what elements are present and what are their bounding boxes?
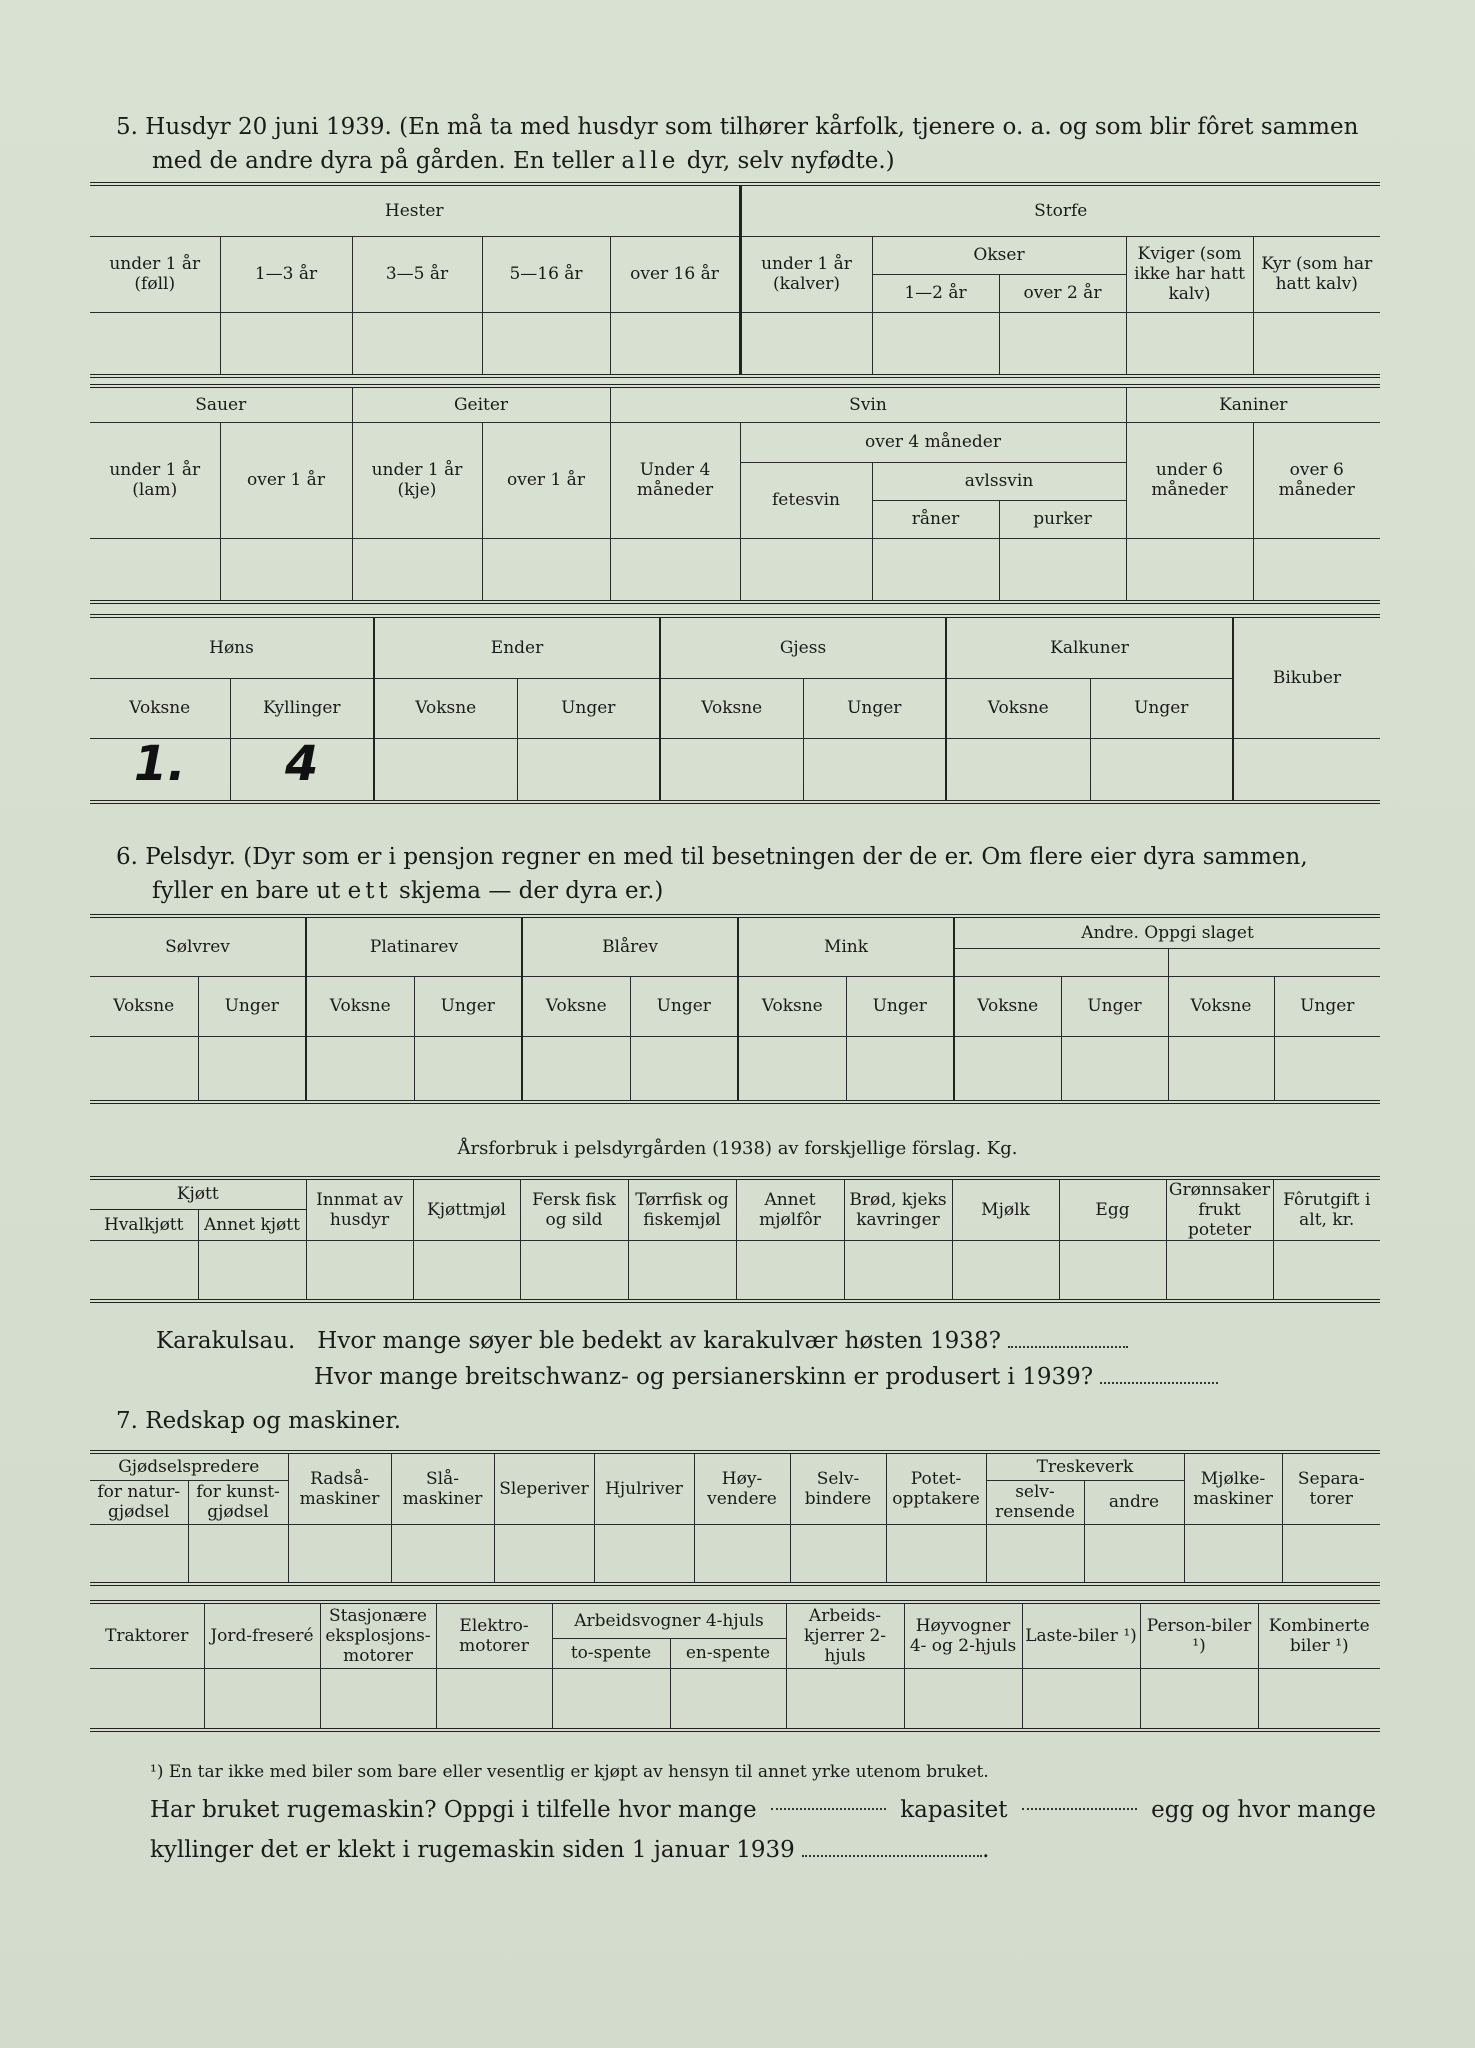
cell-hoyvogner[interactable] bbox=[904, 1668, 1022, 1730]
andre-slag-2[interactable] bbox=[1168, 948, 1380, 976]
col-foll: under 1 år (føll) bbox=[90, 236, 220, 312]
cell-hest-over16[interactable] bbox=[610, 312, 740, 376]
col-selvbindere: Selv-bindere bbox=[790, 1452, 886, 1524]
cell-kombinerte-biler[interactable] bbox=[1258, 1668, 1380, 1730]
cell-potetopptakere[interactable] bbox=[886, 1524, 986, 1584]
cell-svin-under4[interactable] bbox=[610, 538, 740, 602]
okser-header: Okser bbox=[872, 236, 1126, 274]
col-innmat: Innmat av husdyr bbox=[306, 1178, 413, 1241]
table-sauer-geiter-svin-kaniner bbox=[90, 384, 1380, 604]
col-brod: Brød, kjeks kavringer bbox=[844, 1178, 952, 1241]
col-hest-5-16: 5—16 år bbox=[482, 236, 610, 312]
cell-blarev-unger[interactable] bbox=[630, 1036, 738, 1102]
cell-stasjonare-motorer[interactable] bbox=[320, 1668, 436, 1730]
cell-mink-voksne[interactable] bbox=[738, 1036, 846, 1102]
rugemaskin-line1: Har bruket rugemaskin? Oppgi i tilfelle hvor mange kapasitet egg og hvor mange bbox=[150, 1790, 1376, 1830]
cell-andre2-unger[interactable] bbox=[1274, 1036, 1380, 1102]
col-kombinerte-biler: Kombinerte biler ¹) bbox=[1258, 1602, 1380, 1668]
bikuber-header: Bikuber bbox=[1233, 616, 1380, 738]
col-personbiler: Person-biler ¹) bbox=[1140, 1602, 1258, 1668]
cell-kjottmjol[interactable] bbox=[413, 1241, 520, 1301]
ender-header: Ender bbox=[374, 616, 660, 678]
col-radsamaskiner: Radså-maskiner bbox=[288, 1452, 391, 1524]
col-sau-over1: over 1 år bbox=[220, 422, 352, 538]
cell-selvbindere[interactable] bbox=[790, 1524, 886, 1584]
col-kyr: Kyr (som har hatt kalv) bbox=[1253, 236, 1380, 312]
col-separatorer: Separa-torer bbox=[1282, 1452, 1380, 1524]
handwritten-kyllinger: 4 bbox=[285, 735, 319, 792]
cell-tresk-andre[interactable] bbox=[1084, 1524, 1184, 1584]
cell-andre1-voksne[interactable] bbox=[954, 1036, 1061, 1102]
cell-lam[interactable] bbox=[90, 538, 220, 602]
col-mink-unger: Unger bbox=[846, 976, 954, 1036]
table-arsforbruk bbox=[90, 1176, 1380, 1303]
cell-hest-3-5[interactable] bbox=[352, 312, 482, 376]
kaniner-header: Kaniner bbox=[1126, 386, 1380, 422]
col-hest-3-5: 3—5 år bbox=[352, 236, 482, 312]
cell-hvalkjott[interactable] bbox=[90, 1241, 198, 1301]
col-slamaskiner: Slå-maskiner bbox=[391, 1452, 494, 1524]
cell-sau-over1[interactable] bbox=[220, 538, 352, 602]
cell-innmat[interactable] bbox=[306, 1241, 413, 1301]
blarev-header: Blårev bbox=[522, 916, 738, 976]
col-enspente: en-spente bbox=[670, 1638, 786, 1668]
cell-kyllinger[interactable] bbox=[230, 735, 374, 802]
col-okser-1-2: 1—2 år bbox=[872, 274, 999, 312]
col-mjolk: Mjølk bbox=[952, 1178, 1059, 1241]
section-7-title: 7. Redskap og maskiner. bbox=[116, 1408, 402, 1434]
rugemaskin-block bbox=[150, 1790, 1376, 1870]
col-jordfresere: Jord-freseré bbox=[204, 1602, 320, 1668]
cell-separatorer[interactable] bbox=[1282, 1524, 1380, 1584]
cell-solvrev-voksne[interactable] bbox=[90, 1036, 198, 1102]
platinarev-header: Platinarev bbox=[306, 916, 522, 976]
col-kviger: Kviger (som ikke har hatt kalv) bbox=[1126, 236, 1253, 312]
cell-geit-over1[interactable] bbox=[482, 538, 610, 602]
cell-forutgift[interactable] bbox=[1273, 1241, 1380, 1301]
cell-hest-5-16[interactable] bbox=[482, 312, 610, 376]
cell-kanin-under6[interactable] bbox=[1126, 538, 1253, 602]
cell-gjess-unger[interactable] bbox=[803, 738, 946, 802]
section-6-text bbox=[116, 840, 1376, 908]
col-sleperiver: Sleperiver bbox=[494, 1452, 594, 1524]
col-gronnsaker: Grønnsaker frukt poteter bbox=[1166, 1178, 1273, 1241]
col-fersk-fisk: Fersk fisk og sild bbox=[520, 1178, 628, 1241]
col-svin-under4: Under 4 måneder bbox=[610, 422, 740, 538]
cell-purker[interactable] bbox=[999, 538, 1126, 602]
cell-annet-mjolfor[interactable] bbox=[736, 1241, 844, 1301]
andre-pelsdyr-header: Andre. Oppgi slaget bbox=[954, 916, 1380, 948]
footnote: ¹) En tar ikke med biler som bare eller vesentlig er kjøpt av hensyn til annet yrke utenom bruket. bbox=[150, 1762, 989, 1782]
col-kalkuner-voksne: Voksne bbox=[946, 678, 1090, 738]
col-andre1-voksne: Voksne bbox=[954, 976, 1061, 1036]
karakul-block bbox=[156, 1323, 1218, 1395]
cell-mink-unger[interactable] bbox=[846, 1036, 954, 1102]
col-egg: Egg bbox=[1059, 1178, 1166, 1241]
cell-traktorer[interactable] bbox=[90, 1668, 204, 1730]
cell-kyr[interactable] bbox=[1253, 312, 1380, 376]
cell-egg[interactable] bbox=[1059, 1241, 1166, 1301]
col-andre2-unger: Unger bbox=[1274, 976, 1380, 1036]
col-kyllinger: Kyllinger bbox=[230, 678, 374, 738]
cell-slamaskiner[interactable] bbox=[391, 1524, 494, 1584]
cell-platinarev-voksne[interactable] bbox=[306, 1036, 414, 1102]
col-traktorer: Traktorer bbox=[90, 1602, 204, 1668]
cell-brod[interactable] bbox=[844, 1241, 952, 1301]
arbeidsvogner-header: Arbeidsvogner 4-hjuls bbox=[552, 1602, 786, 1638]
col-gjess-voksne: Voksne bbox=[660, 678, 803, 738]
col-hons-voksne: Voksne bbox=[90, 678, 230, 738]
cell-andre2-voksne[interactable] bbox=[1168, 1036, 1274, 1102]
col-elektromotorer: Elektro-motorer bbox=[436, 1602, 552, 1668]
col-hjulriver: Hjulriver bbox=[594, 1452, 694, 1524]
table-redskap bbox=[90, 1450, 1380, 1586]
col-tospente: to-spente bbox=[552, 1638, 670, 1668]
geiter-header: Geiter bbox=[352, 386, 610, 422]
col-torrfisk: Tørrfisk og fiskemjøl bbox=[628, 1178, 736, 1241]
col-ender-voksne: Voksne bbox=[374, 678, 517, 738]
rugemaskin-antall-field[interactable] bbox=[771, 1790, 886, 1810]
karakul-q2-field[interactable] bbox=[1100, 1364, 1218, 1384]
col-purker: purker bbox=[999, 500, 1126, 538]
kjott-header: Kjøtt bbox=[90, 1178, 306, 1209]
cell-fetesvin[interactable] bbox=[740, 538, 872, 602]
solvrev-header: Sølvrev bbox=[90, 916, 306, 976]
col-blarev-voksne: Voksne bbox=[522, 976, 630, 1036]
cell-personbiler[interactable] bbox=[1140, 1668, 1258, 1730]
cell-kanin-over6[interactable] bbox=[1253, 538, 1380, 602]
col-gjess-unger: Unger bbox=[803, 678, 946, 738]
section-5-line1: 5. Husdyr 20 juni 1939. (En må ta med husdyr som tilhører kårfolk, tjenere o. a. og som blir fôret sammen bbox=[116, 114, 1359, 140]
cell-gjess-voksne[interactable] bbox=[660, 738, 803, 802]
arsforbruk-title: Årsforbruk i pelsdyrgården (1938) av forskjellige förslag. Kg. bbox=[457, 1138, 1018, 1159]
table-hester-storfe bbox=[90, 182, 1380, 378]
col-okser-over2: over 2 år bbox=[999, 274, 1126, 312]
col-naturgjodsel: for natur-gjødsel bbox=[90, 1480, 188, 1524]
rugemaskin-line2: kyllinger det er klekt i rugemaskin siden 1 januar 1939 . bbox=[150, 1837, 990, 1863]
cell-enspente[interactable] bbox=[670, 1668, 786, 1730]
col-hoyvogner: Høyvogner 4- og 2-hjuls bbox=[904, 1602, 1022, 1668]
cell-kalkuner-voksne[interactable] bbox=[946, 738, 1090, 802]
col-andre2-voksne: Voksne bbox=[1168, 976, 1274, 1036]
col-kanin-over6: over 6 måneder bbox=[1253, 422, 1380, 538]
storfe-header: Storfe bbox=[740, 184, 1380, 236]
karakul-label: Karakulsau. bbox=[156, 1328, 296, 1354]
hons-header: Høns bbox=[90, 616, 374, 678]
col-blarev-unger: Unger bbox=[630, 976, 738, 1036]
cell-tospente[interactable] bbox=[552, 1668, 670, 1730]
col-stasjonare-motorer: Stasjonære eksplosjons-motorer bbox=[320, 1602, 436, 1668]
table-traktorer bbox=[90, 1600, 1380, 1732]
karakul-q1-field[interactable] bbox=[1008, 1328, 1128, 1348]
cell-annet-kjott[interactable] bbox=[198, 1241, 306, 1301]
section-5-line2: med de andre dyra på gården. En teller alle dyr, selv nyfødte.) bbox=[152, 148, 895, 174]
col-fetesvin: fetesvin bbox=[740, 462, 872, 538]
cell-bikuber[interactable] bbox=[1233, 738, 1380, 802]
avlssvin-header: avlssvin bbox=[872, 462, 1126, 500]
cell-kje[interactable] bbox=[352, 538, 482, 602]
col-platinarev-unger: Unger bbox=[414, 976, 522, 1036]
col-platinarev-voksne: Voksne bbox=[306, 976, 414, 1036]
cell-mjolkemaskiner[interactable] bbox=[1184, 1524, 1282, 1584]
col-mink-voksne: Voksne bbox=[738, 976, 846, 1036]
col-arbeidskjerrer: Arbeids-kjerrer 2-hjuls bbox=[786, 1602, 904, 1668]
col-hoyvendere: Høy-vendere bbox=[694, 1452, 790, 1524]
section-5-text bbox=[116, 110, 1376, 178]
cell-andre1-unger[interactable] bbox=[1061, 1036, 1168, 1102]
gjodselspredere-header: Gjødselspredere bbox=[90, 1452, 288, 1480]
karakul-q2: Hvor mange breitschwanz- og persianerskinn er produsert i 1939? bbox=[156, 1359, 1218, 1395]
cell-raner[interactable] bbox=[872, 538, 999, 602]
cell-kviger[interactable] bbox=[1126, 312, 1253, 376]
svin-over4-header: over 4 måneder bbox=[740, 422, 1126, 462]
cell-ender-voksne[interactable] bbox=[374, 738, 517, 802]
cell-lastebiler[interactable] bbox=[1022, 1668, 1140, 1730]
cell-hons-voksne[interactable] bbox=[90, 735, 230, 802]
col-tresk-andre: andre bbox=[1084, 1480, 1184, 1524]
handwritten-hons-voksne: 1. bbox=[133, 735, 186, 792]
cell-jordfresere[interactable] bbox=[204, 1668, 320, 1730]
cell-sleperiver[interactable] bbox=[494, 1524, 594, 1584]
col-solvrev-voksne: Voksne bbox=[90, 976, 198, 1036]
andre-slag-1[interactable] bbox=[954, 948, 1168, 976]
svin-header: Svin bbox=[610, 386, 1126, 422]
cell-arbeidskjerrer[interactable] bbox=[786, 1668, 904, 1730]
col-hest-over16: over 16 år bbox=[610, 236, 740, 312]
cell-ender-unger[interactable] bbox=[517, 738, 660, 802]
col-kalver: under 1 år (kalver) bbox=[740, 236, 872, 312]
cell-foll[interactable] bbox=[90, 312, 220, 376]
col-lastebiler: Laste-biler ¹) bbox=[1022, 1602, 1140, 1668]
table-fjorfe bbox=[90, 614, 1380, 804]
col-potetopptakere: Potet-opptakere bbox=[886, 1452, 986, 1524]
cell-elektromotorer[interactable] bbox=[436, 1668, 552, 1730]
col-kunstgjodsel: for kunst-gjødsel bbox=[188, 1480, 288, 1524]
col-lam: under 1 år (lam) bbox=[90, 422, 220, 538]
col-raner: råner bbox=[872, 500, 999, 538]
rugemaskin-kapasitet-field[interactable] bbox=[1022, 1790, 1137, 1810]
col-kje: under 1 år (kje) bbox=[352, 422, 482, 538]
col-solvrev-unger: Unger bbox=[198, 976, 306, 1036]
cell-hoyvendere[interactable] bbox=[694, 1524, 790, 1584]
cell-naturgjodsel[interactable] bbox=[90, 1524, 188, 1584]
col-forutgift: Fôrutgift i alt, kr. bbox=[1273, 1178, 1380, 1241]
kalkuner-header: Kalkuner bbox=[946, 616, 1233, 678]
cell-torrfisk[interactable] bbox=[628, 1241, 736, 1301]
kyllinger-klekt-field[interactable] bbox=[802, 1837, 982, 1857]
cell-okser-over2[interactable] bbox=[999, 312, 1126, 376]
col-mjolkemaskiner: Mjølke-maskiner bbox=[1184, 1452, 1282, 1524]
cell-kalver[interactable] bbox=[740, 312, 872, 376]
cell-solvrev-unger[interactable] bbox=[198, 1036, 306, 1102]
hester-header: Hester bbox=[90, 184, 740, 236]
gjess-header: Gjess bbox=[660, 616, 946, 678]
mink-header: Mink bbox=[738, 916, 954, 976]
cell-kunstgjodsel[interactable] bbox=[188, 1524, 288, 1584]
cell-okser-1-2[interactable] bbox=[872, 312, 999, 376]
cell-radsamaskiner[interactable] bbox=[288, 1524, 391, 1584]
table-pelsdyr bbox=[90, 914, 1380, 1104]
treskeverk-header: Treskeverk bbox=[986, 1452, 1184, 1480]
karakul-q1: Karakulsau. Hvor mange søyer ble bedekt av karakulvær høsten 1938? bbox=[156, 1323, 1218, 1359]
col-hest-1-3: 1—3 år bbox=[220, 236, 352, 312]
col-kjottmjol: Kjøttmjøl bbox=[413, 1178, 520, 1241]
col-ender-unger: Unger bbox=[517, 678, 660, 738]
col-selvrensende: selv-rensende bbox=[986, 1480, 1084, 1524]
sauer-header: Sauer bbox=[90, 386, 352, 422]
col-geit-over1: over 1 år bbox=[482, 422, 610, 538]
section-6-line2: fyller en bare ut ett skjema — der dyra er.) bbox=[152, 878, 664, 904]
cell-hjulriver[interactable] bbox=[594, 1524, 694, 1584]
cell-kalkuner-unger[interactable] bbox=[1090, 738, 1233, 802]
cell-hest-1-3[interactable] bbox=[220, 312, 352, 376]
col-kalkuner-unger: Unger bbox=[1090, 678, 1233, 738]
cell-mjolk[interactable] bbox=[952, 1241, 1059, 1301]
section-6-line1: 6. Pelsdyr. (Dyr som er i pensjon regner en med til besetningen der de er. Om flere eier dyra sammen, bbox=[116, 844, 1308, 870]
cell-blarev-voksne[interactable] bbox=[522, 1036, 630, 1102]
col-hvalkjott: Hvalkjøtt bbox=[90, 1209, 198, 1240]
col-annet-kjott: Annet kjøtt bbox=[198, 1209, 306, 1240]
cell-gronnsaker[interactable] bbox=[1166, 1241, 1273, 1301]
cell-platinarev-unger[interactable] bbox=[414, 1036, 522, 1102]
col-annet-mjolfor: Annet mjølfôr bbox=[736, 1178, 844, 1241]
col-kanin-under6: under 6 måneder bbox=[1126, 422, 1253, 538]
cell-selvrensende[interactable] bbox=[986, 1524, 1084, 1584]
col-andre1-unger: Unger bbox=[1061, 976, 1168, 1036]
cell-fersk-fisk[interactable] bbox=[520, 1241, 628, 1301]
